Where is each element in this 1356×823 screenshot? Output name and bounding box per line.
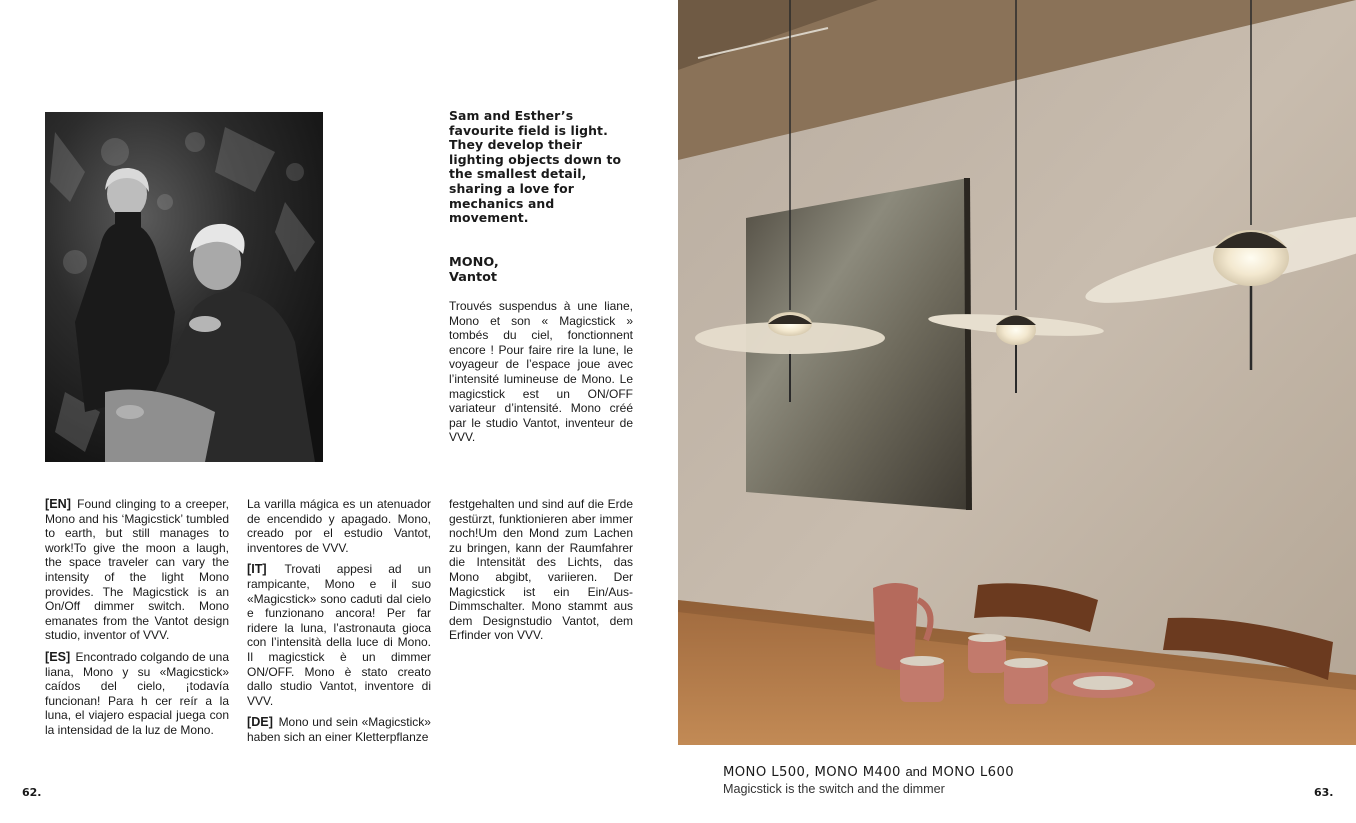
product-scene-photo [678, 0, 1356, 745]
text-column-3 [449, 497, 633, 650]
text-column-1 [45, 497, 229, 745]
page-number-right: 63. [1314, 786, 1334, 799]
intro-statement: Sam and Esther’s favourite field is light. They develop their lighting objects down to the smallest detail, sharing a love for mechanics and movement. [449, 108, 622, 226]
product-title-name: MONO, [449, 255, 499, 270]
german-text: Mono und sein «Magicstick» haben sich an einer Kletterpflanze [247, 715, 431, 744]
page-number-left: 62. [22, 786, 42, 799]
german-paragraph [247, 715, 431, 744]
photo-caption [723, 763, 1283, 797]
product-title-studio: Vantot [449, 270, 497, 285]
spanish-text: Encontrado colgando de una liana, Mono y su «Magicstick» caídos del cielo, ¡todavía funcionan! Para h cer reír a la luna, el viajero espacial juega con la intensidad de la luz de Mono. [45, 649, 229, 737]
italian-text: Trovati appesi ad un rampicante, Mono e il suo «Magicstick» sono caduti dal cielo e funzionano ancora! Per far ridere la luna, l’astronauta gioca con l’intensità della luce di Mono. Il magicstick è un dimmer ON/OFF. Mono è stato creato dallo studio Vantot, inventore di VVV. [247, 562, 431, 708]
spanish-text-continued: La varilla mágica es un atenuador de encendido y apagado. Mono, creado por el estudio Vantot, inventores de VVV. [247, 497, 431, 555]
english-text: Found clinging to a creeper, Mono and his ‘Magicstick’ tumbled to earth, but still manages to work!To give the moon a laugh, the space traveler can vary the intensity of the light Mono provides. The Magicstick is an On/Off dimmer switch. Mono emanates from the Vantot design studio, inventor of VVV. [45, 497, 229, 643]
spanish-paragraph [45, 650, 229, 738]
caption-subtitle: Magicstick is the switch and the dimmer [723, 782, 945, 796]
french-description: Trouvés suspendus à une liane, Mono et son « Magicstick » tombés du ciel, fonctionnent encore ! Pour faire rire la lune, le voyageur de l’espace joue avec l’intensité lumineuse de Mono. Le magicstick est un ON/OFF variateur d’intensité. Mono créé par le studio Vantot, inventeur de VVV. [449, 299, 633, 445]
text-column-2 [247, 497, 431, 752]
caption-models-a: MONO L500, MONO M400 [723, 765, 901, 780]
german-paragraph-continued [449, 497, 633, 643]
caption-models-b: MONO L600 [931, 765, 1015, 780]
product-title [449, 255, 635, 285]
english-paragraph [45, 497, 229, 643]
caption-title [723, 763, 1283, 782]
german-tag: [DE] [247, 715, 273, 730]
italian-paragraph [247, 562, 431, 708]
spanish-paragraph-continued [247, 497, 431, 555]
english-tag: [EN] [45, 497, 71, 511]
italian-tag: [IT] [247, 562, 267, 577]
caption-conjunction: and [905, 764, 928, 779]
german-text-continued: festgehalten und sind auf die Erde gestürzt, funktionieren aber immer noch!Um den Mond zum Lachen zu bringen, kann der Raumfahrer die Intensität des Lichts, das Mono abgibt, variieren. Der Magicstick ist ein Ein/Aus-Dimmschalter. Mono stammt aus dem Designstudio Vantot, dem Erfinder von VVV. [449, 497, 633, 643]
spanish-tag: [ES] [45, 649, 71, 664]
designer-portrait-photo [45, 112, 323, 462]
